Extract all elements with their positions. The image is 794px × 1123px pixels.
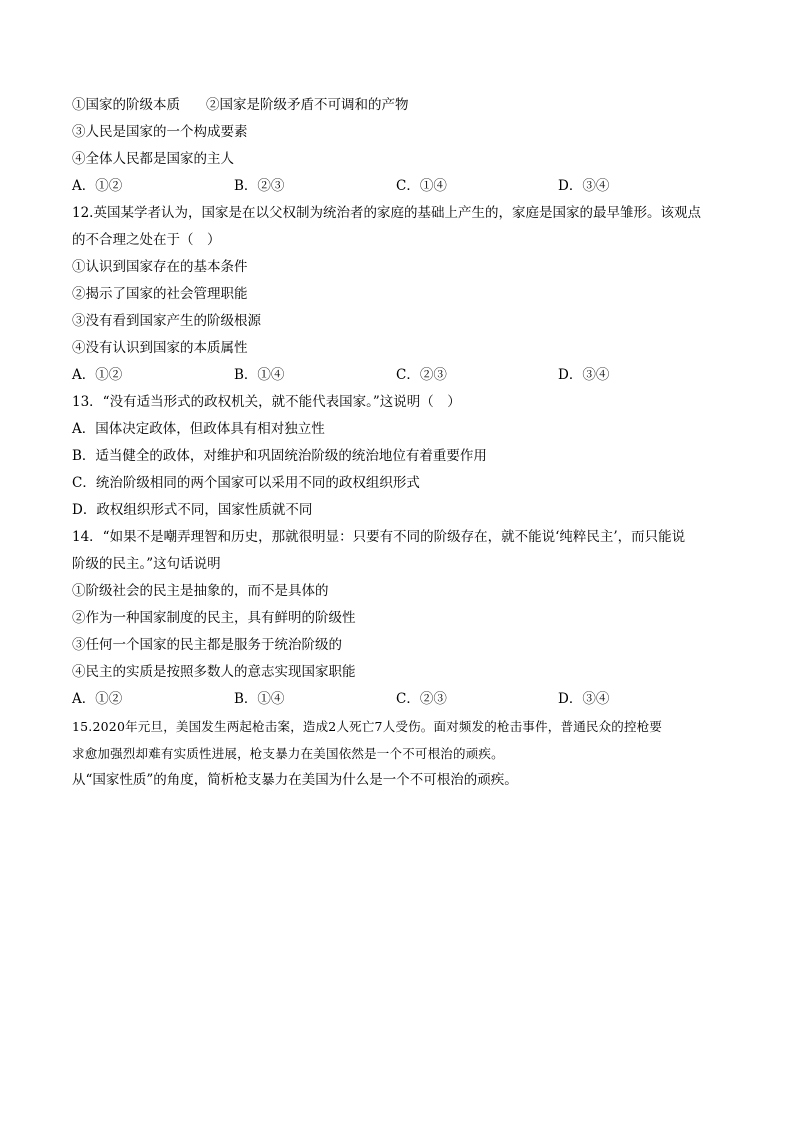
- q11-item-3: ③人民是国家的一个构成要素: [72, 124, 248, 140]
- q14-item-4: ④民主的实质是按照多数人的意志实现国家职能: [72, 664, 356, 680]
- q15-stem-line1: 15.2020年元旦，美国发生两起枪击案，造成2人死亡7人受伤。面对频发的枪击事件，普通民众的控枪要: [72, 719, 663, 734]
- q13-choice-b[interactable]: B．适当健全的政体，对维护和巩固统治阶级的统治地位有着重要作用: [72, 448, 487, 464]
- q12-option-d[interactable]: D．③④: [558, 367, 610, 383]
- q13-choice-d[interactable]: D．政权组织形式不同，国家性质就不同: [72, 502, 313, 518]
- q14-stem-line1: 14．“如果不是嘲弄理智和历史，那就很明显：只要有不同的阶级存在，就不能说‘纯粹民主’，而只能说: [72, 529, 686, 545]
- q14-option-b[interactable]: B．①④: [234, 691, 285, 707]
- q11-options: [72, 173, 722, 200]
- q12-option-c[interactable]: C．②③: [396, 367, 447, 383]
- q14-stem-line2: 阶级的民主。”这句话说明: [72, 556, 221, 572]
- q14-options: [72, 686, 722, 713]
- q14-item-2: ②作为一种国家制度的民主，具有鲜明的阶级性: [72, 610, 356, 626]
- q11-option-d[interactable]: D．③④: [558, 178, 610, 194]
- q14-item-3: ③任何一个国家的民主都是服务于统治阶级的: [72, 637, 342, 653]
- q11-option-a[interactable]: A．①②: [72, 178, 123, 194]
- q15-question: 从“国家性质”的角度，简析枪支暴力在美国为什么是一个不可根治的顽疾。: [72, 772, 518, 788]
- q15-stem-line2: 求愈加强烈却难有实质性进展，枪支暴力在美国依然是一个不可根治的顽疾。: [72, 746, 504, 761]
- q13-stem: 13．“没有适当形式的政权机关，就不能代表国家。”这说明（ ）: [72, 394, 461, 410]
- q12-options: [72, 362, 722, 389]
- q11-items-row: [72, 92, 722, 119]
- q12-option-b[interactable]: B．①④: [234, 367, 285, 383]
- document-page: [72, 92, 722, 794]
- q11-item-4: ④全体人民都是国家的主人: [72, 151, 234, 167]
- q13-choice-c[interactable]: C．统治阶级相同的两个国家可以采用不同的政权组织形式: [72, 475, 420, 491]
- q11-option-b[interactable]: B．②③: [234, 178, 285, 194]
- q11-item-1: ①国家的阶级本质: [72, 97, 180, 113]
- q12-stem-line1: 12.英国某学者认为，国家是在以父权制为统治者的家庭的基础上产生的，家庭是国家的最早雏形。该观点: [72, 205, 701, 221]
- q12-stem-line2: 的不合理之处在于（ ）: [72, 232, 221, 248]
- q12-item-4: ④没有认识到国家的本质属性: [72, 340, 248, 356]
- q14-option-d[interactable]: D．③④: [558, 691, 610, 707]
- q12-option-a[interactable]: A．①②: [72, 367, 123, 383]
- q14-option-c[interactable]: C．②③: [396, 691, 447, 707]
- q12-item-2: ②揭示了国家的社会管理职能: [72, 286, 248, 302]
- q12-item-1: ①认识到国家存在的基本条件: [72, 259, 248, 275]
- q13-choice-a[interactable]: A．国体决定政体，但政体具有相对独立性: [72, 421, 325, 437]
- q14-option-a[interactable]: A．①②: [72, 691, 123, 707]
- q11-option-c[interactable]: C．①④: [396, 178, 447, 194]
- q14-item-1: ①阶级社会的民主是抽象的，而不是具体的: [72, 583, 329, 599]
- q12-item-3: ③没有看到国家产生的阶级根源: [72, 313, 261, 329]
- q11-item-2: ②国家是阶级矛盾不可调和的产物: [206, 97, 409, 113]
